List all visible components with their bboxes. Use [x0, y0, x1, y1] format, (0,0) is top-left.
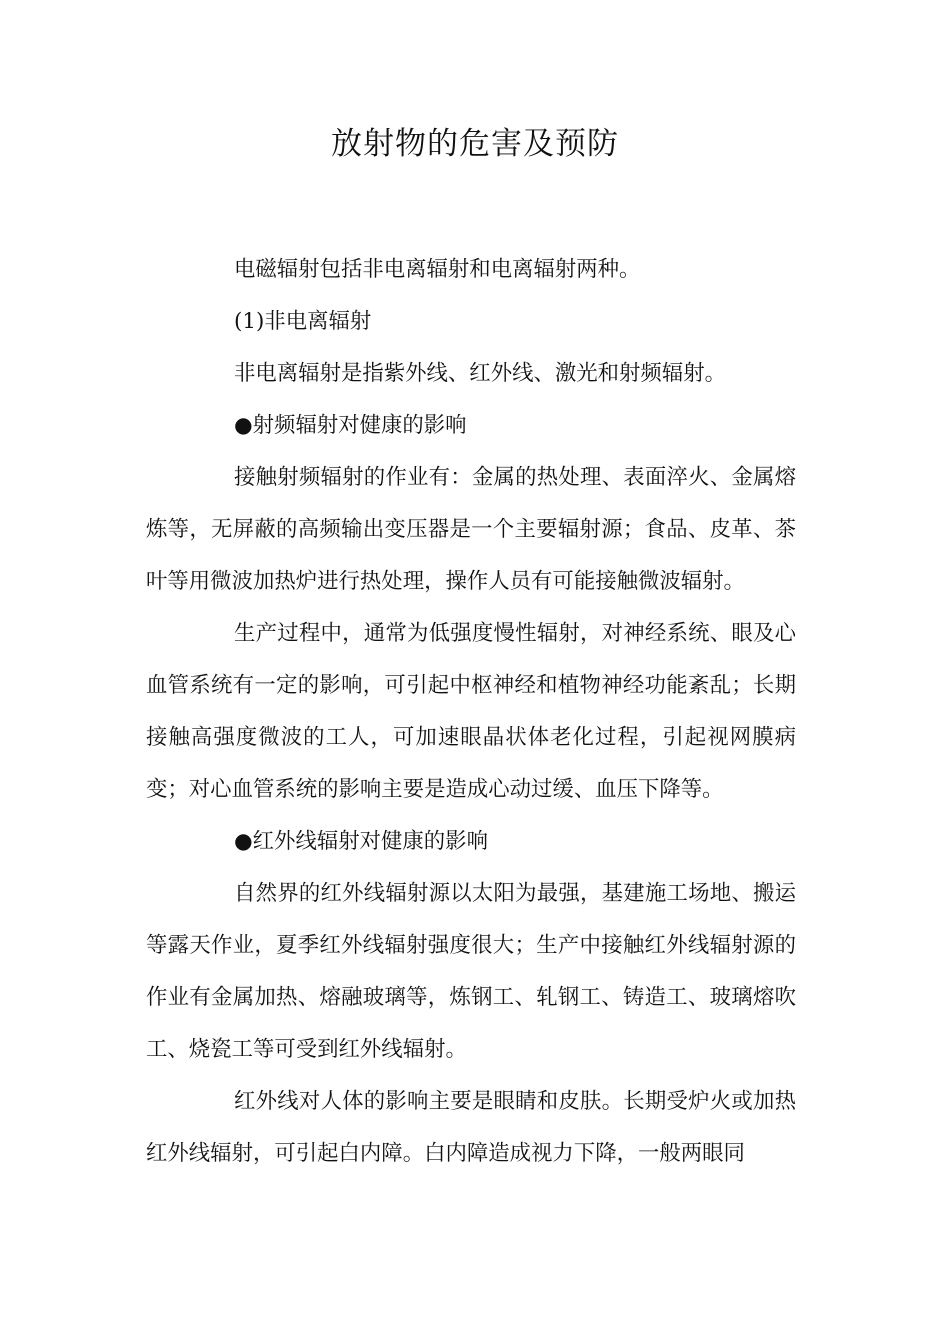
- paragraph-radio-frequency-effects: 生产过程中，通常为低强度慢性辐射，对神经系统、眼及心血管系统有一定的影响，可引起中枢神经和植物神经功能紊乱；长期接触高强度微波的工人，可加速眼晶状体老化过程，引起视网膜病变；对心血管系统的影响主要是造成心动过缓、血压下降等。: [146, 621, 796, 802]
- document-title: 放射物的危害及预防: [331, 126, 619, 162]
- bullet-heading-infrared: ●红外线辐射对健康的影响: [234, 829, 488, 854]
- paragraph-radio-frequency-work: 接触射频辐射的作业有：金属的热处理、表面淬火、金属熔炼等，无屏蔽的高频输出变压器是一个主要辐射源；食品、皮革、茶叶等用微波加热炉进行热处理，操作人员有可能接触微波辐射。: [146, 465, 796, 594]
- paragraph-non-ionizing-definition: 非电离辐射是指紫外线、红外线、激光和射频辐射。: [234, 361, 726, 386]
- paragraph-intro: 电磁辐射包括非电离辐射和电离辐射两种。: [234, 257, 641, 282]
- bullet-heading-radio-frequency: ●射频辐射对健康的影响: [234, 413, 467, 438]
- document-body: [146, 244, 796, 1180]
- paragraph-infrared-sources: 自然界的红外线辐射源以太阳为最强，基建施工场地、搬运等露天作业，夏季红外线辐射强度很大；生产中接触红外线辐射源的作业有金属加热、熔融玻璃等，炼钢工、轧钢工、铸造工、玻璃熔吹工、烧瓷工等可受到红外线辐射。: [146, 881, 796, 1062]
- paragraph-infrared-effects: 红外线对人体的影响主要是眼睛和皮肤。长期受炉火或加热红外线辐射，可引起白内障。白内障造成视力下降，一般两眼同: [146, 1089, 796, 1166]
- section-heading-non-ionizing: (1)非电离辐射: [234, 309, 372, 334]
